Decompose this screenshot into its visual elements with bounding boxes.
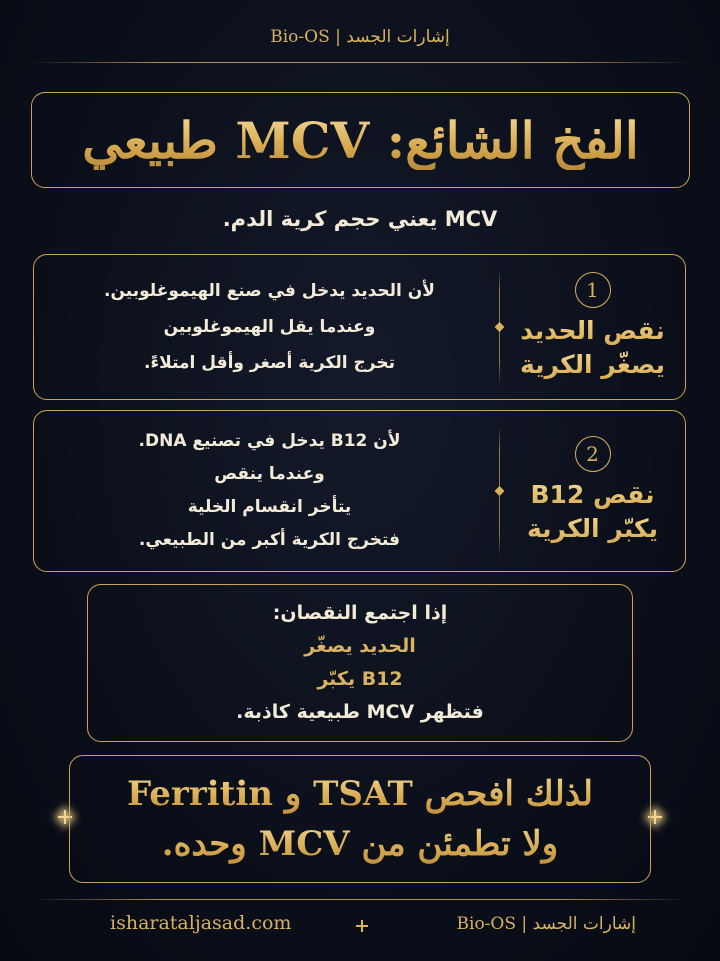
combined-line: الحديد يصغّر (304, 635, 416, 657)
circle-number-icon: 2 (575, 436, 611, 472)
card-line: فتخرج الكرية أكبر من الطبيعي. (138, 530, 401, 550)
card-side (500, 411, 685, 571)
combined-line: فتظهر MCV طبيعية كاذبة. (236, 701, 484, 723)
page-title: الفخ الشائع: MCV طبيعي (82, 110, 639, 170)
card-line: لأن الحديد يدخل في صنع الهيموغلوبين. (104, 281, 435, 301)
cta-line: لذلك افحص TSAT و Ferritin (127, 769, 593, 819)
card-b12-deficiency (33, 410, 686, 572)
combined-line: B12 يكبّر (317, 668, 403, 690)
sparkle-icon (650, 812, 660, 822)
card-line: تخرج الكرية أصغر وأقل امتلاءً. (144, 353, 395, 373)
header-divider (30, 62, 690, 63)
sparkle-icon (356, 920, 368, 932)
card-title-line1: نقص B12 (530, 478, 654, 512)
footer-divider (30, 899, 690, 900)
circle-number-icon: 1 (575, 272, 611, 308)
title-box (31, 92, 690, 188)
card-line: وعندما يقل الهيموغلوبين (163, 317, 376, 337)
footer-url-link[interactable]: isharataljasad.com (110, 912, 292, 934)
card-iron-deficiency (33, 254, 686, 400)
card-title-line2: يكبّر الكرية (527, 512, 658, 546)
cta-box (69, 755, 651, 883)
card-line: وعندما ينقص (214, 464, 325, 484)
cta-line: ولا تطمئن من MCV وحده. (162, 819, 558, 869)
footer-brand: Bio-OS | إشارات الجسد (456, 914, 636, 934)
page-subtitle: MCV يعني حجم كرية الدم. (222, 207, 498, 231)
card-body (54, 255, 485, 399)
card-title-line1: نقص الحديد (520, 314, 664, 348)
card-side (500, 255, 685, 399)
header-brand: Bio-OS | إشارات الجسد (270, 27, 450, 47)
card-line: يتأخر انقسام الخلية (187, 497, 352, 517)
combined-box (87, 584, 633, 742)
combined-line: إذا اجتمع النقصان: (272, 602, 448, 624)
card-line: لأن B12 يدخل في تصنيع DNA. (138, 431, 401, 451)
card-body (54, 411, 485, 571)
card-title-line2: يصغّر الكرية (520, 348, 665, 382)
